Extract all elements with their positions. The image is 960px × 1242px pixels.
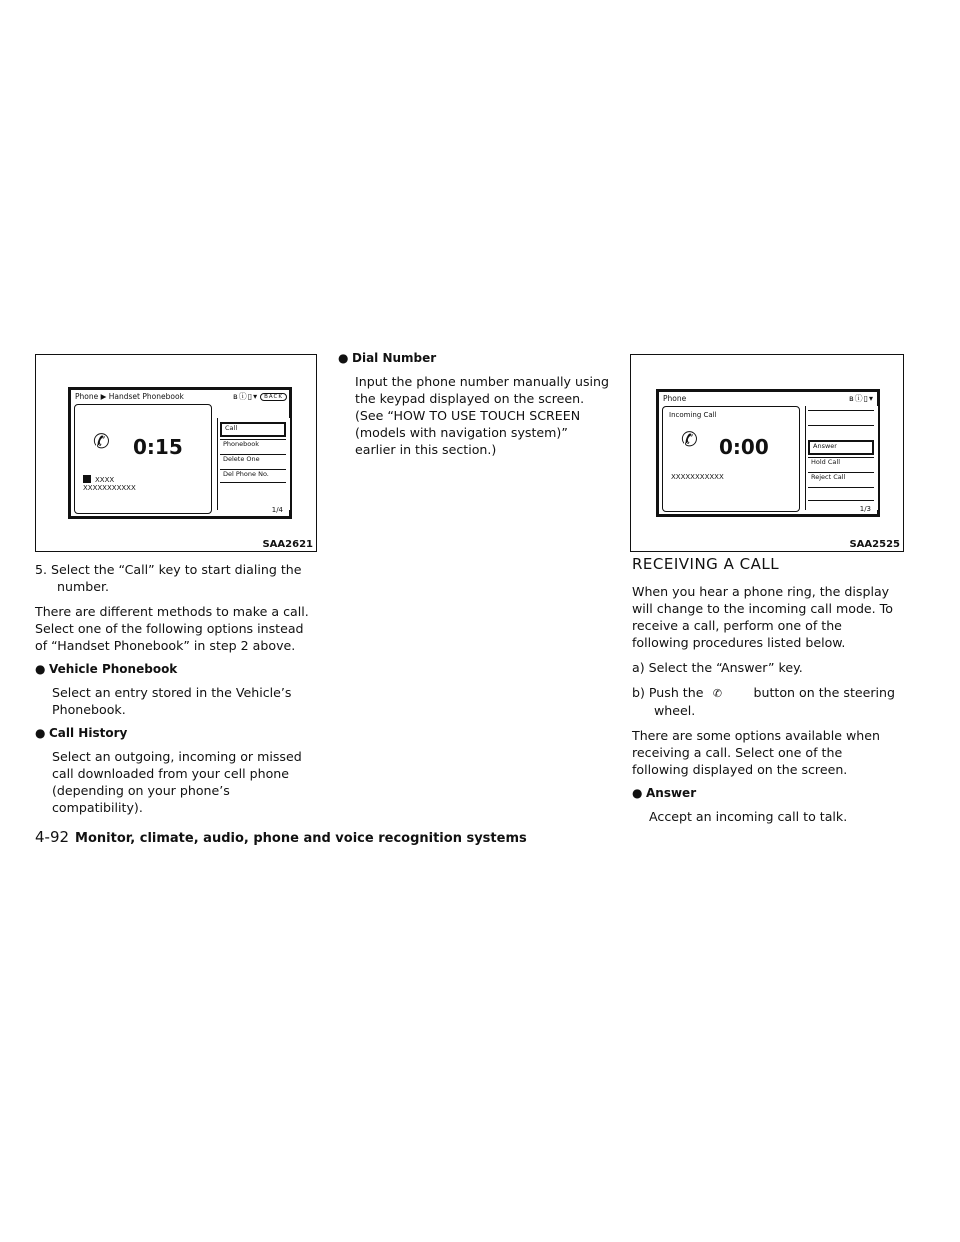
info-icon: ⓘ	[854, 394, 864, 403]
column-3	[632, 556, 902, 825]
phonebook-icon	[83, 475, 91, 483]
bullet-dial-number	[338, 350, 610, 367]
screen-title: Phone	[663, 394, 687, 403]
section-title: Monitor, climate, audio, phone and voice recognition systems	[75, 831, 527, 846]
signal-icon: ▾	[253, 392, 259, 401]
vehicle-phonebook-text: Select an entry stored in the Vehicle’s Phonebook.	[52, 685, 292, 717]
screen-bezel	[71, 390, 289, 516]
caller-number: XXXXXXXXXXX	[671, 473, 724, 481]
handset-icon: ✆	[681, 427, 698, 451]
bullet-title: Vehicle Phonebook	[49, 662, 178, 676]
call-timer: 0:00	[719, 435, 769, 459]
menu-phonebook[interactable]: Phonebook	[220, 439, 286, 453]
figure-label: SAA2525	[849, 539, 900, 550]
menu-reject-call[interactable]: Reject Call	[808, 472, 874, 486]
figure-saa2525	[630, 354, 904, 552]
column-1	[35, 555, 315, 816]
page-indicator: 1/3	[859, 505, 871, 513]
column-2	[338, 350, 610, 458]
call-panel	[74, 404, 212, 514]
menu-blank-bottom	[808, 487, 874, 501]
incoming-call-panel	[662, 406, 800, 512]
step-a: a) Select the “Answer” key.	[632, 660, 803, 675]
caller-name	[83, 475, 114, 484]
status-icons	[233, 391, 287, 402]
menu-del-phone-no[interactable]: Del Phone No.	[220, 469, 286, 483]
battery-icon: ▯	[247, 392, 254, 401]
bullet-title: Dial Number	[352, 351, 437, 365]
bluetooth-icon: ʙ	[233, 392, 239, 401]
methods-intro: There are different methods to make a call. Select one of the following options instead of “Handset Phonebook” in step 2 above.	[35, 604, 309, 653]
battery-icon: ▯	[863, 394, 869, 403]
call-timer: 0:15	[133, 435, 183, 459]
bullet-symbol: ●	[35, 726, 46, 740]
bullet-symbol: ●	[338, 351, 349, 365]
back-label: BACK	[264, 394, 283, 400]
bullet-vehicle-phonebook	[35, 661, 315, 678]
bullet-call-history	[35, 725, 315, 742]
bullet-symbol: ●	[632, 786, 643, 800]
bullet-symbol: ●	[35, 662, 46, 676]
receiving-intro: When you hear a phone ring, the display will change to the incoming call mode. To receive a call, perform one of the following procedures listed below.	[632, 584, 893, 650]
menu-blank-top-2	[808, 425, 874, 439]
menu-hold-call[interactable]: Hold Call	[808, 457, 874, 471]
section-heading: RECEIVING A CALL	[632, 555, 780, 573]
page-footer	[35, 828, 527, 846]
nav-screen	[656, 389, 880, 517]
info-icon: ⓘ	[238, 392, 248, 401]
caller-name-text: XXXX	[95, 476, 115, 484]
options-intro: There are some options available when receiving a call. Select one of the following displayed on the screen.	[632, 728, 880, 777]
step-5: 5. Select the “Call” key to start dialing the number.	[35, 562, 302, 594]
step-b-pre: b) Push the	[632, 685, 704, 700]
call-menu	[805, 406, 878, 510]
answer-text: Accept an incoming call to talk.	[649, 809, 848, 824]
call-menu	[217, 418, 290, 510]
screen-title: Phone ▶ Handset Phonebook	[75, 392, 184, 401]
nav-screen	[68, 387, 292, 519]
panel-title: Incoming Call	[669, 411, 717, 419]
figure-label: SAA2621	[262, 539, 313, 550]
phone-button-icon: ✆	[712, 687, 723, 700]
step-b	[632, 684, 902, 719]
menu-delete-one[interactable]: Delete One	[220, 454, 286, 468]
status-icons	[849, 393, 874, 404]
handset-icon: ✆	[93, 429, 110, 453]
menu-blank-top	[808, 410, 874, 424]
menu-answer[interactable]: Answer	[808, 440, 874, 455]
step-b-post: button on the steering wheel.	[654, 685, 896, 718]
caller-number: XXXXXXXXXXX	[83, 484, 136, 492]
page-indicator: 1/4	[271, 506, 283, 514]
figure-saa2621	[35, 354, 317, 552]
signal-icon: ▾	[868, 394, 874, 403]
bullet-answer	[632, 785, 902, 802]
dial-number-text: Input the phone number manually using the keypad displayed on the screen. (See “HOW TO USE TOUCH SCREEN (models with navigation system)” earlier in this section.)	[355, 374, 609, 457]
bluetooth-icon: ʙ	[848, 394, 855, 403]
bullet-title: Answer	[646, 786, 697, 800]
back-button[interactable]	[260, 393, 287, 401]
bullet-title: Call History	[49, 726, 128, 740]
call-history-text: Select an outgoing, incoming or missed call downloaded from your cell phone (depending on your phone’s compatibility).	[52, 749, 302, 815]
menu-call[interactable]: Call	[220, 422, 286, 437]
page-number: 4-92	[35, 828, 70, 846]
screen-bezel	[659, 392, 877, 514]
